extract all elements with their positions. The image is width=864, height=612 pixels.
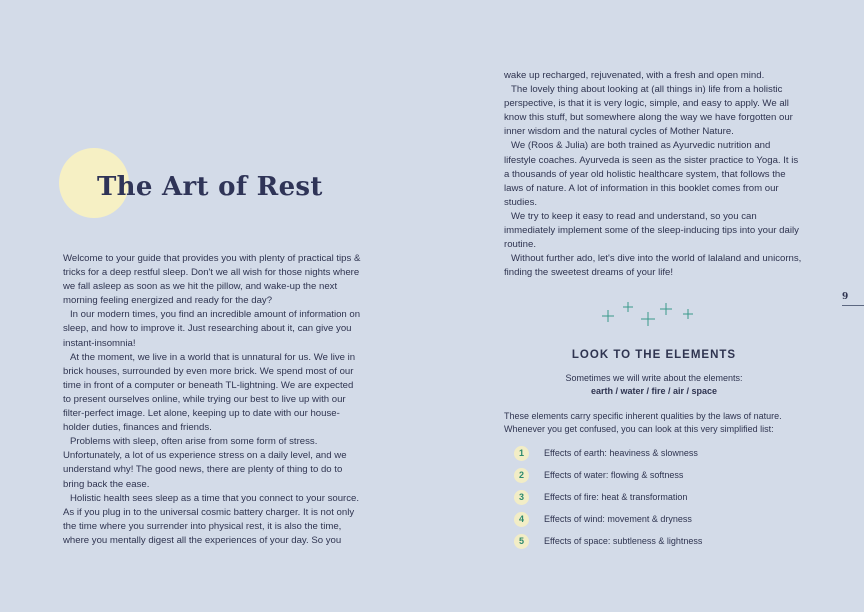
list-number-badge: 5 [514, 534, 529, 549]
list-item-text: Effects of fire: heat & transformation [544, 492, 688, 502]
list-item [514, 464, 804, 486]
elements-description: These elements carry specific inherent qualities by the laws of nature. Whenever you get confused, you can look at this very simplified list: [504, 411, 782, 434]
paragraph: Holistic health sees sleep as a time that you connect to your source. As if you plug in to the universal cosmic battery charger. It is not only the time where you surrender into physical rest, it is also the time, where you mentally digest all the experiences of your day. So you [63, 492, 360, 546]
paragraph: Problems with sleep, often arise from some form of stress. Unfortunately, a lot of us experience stress on a daily level, and we understand why! The good news, there are plenty of thing to do to bring back the ease. [63, 436, 347, 490]
list-item [514, 486, 804, 508]
list-number-badge: 2 [514, 468, 529, 483]
elements-inline-list: earth / water / fire / air / space [590, 386, 718, 396]
list-item-text: Effects of water: flowing & softness [544, 470, 684, 480]
paragraph: Welcome to your guide that provides you with plenty of practical tips & tricks for a deep restful sleep. Don't we all wish for those nights where we fall asleep as soon as we hit the pillow, and wake-up the next morning feeling energized and ready for the day? [63, 253, 361, 307]
list-item [514, 508, 804, 530]
left-body-text [63, 252, 363, 548]
paragraph: In our modern times, you find an incredible amount of information on sleep, and how to improve it. Just researching about it, can give you instant-insomnia! [63, 309, 361, 349]
paragraph: wake up recharged, rejuvenated, with a fresh and open mind. [504, 70, 765, 81]
elements-heading: LOOK TO THE ELEMENTS [571, 349, 737, 361]
page-title: The Art of Rest [97, 172, 323, 202]
list-item-text: Effects of earth: heaviness & slowness [544, 448, 698, 458]
paragraph: Without further ado, let's dive into the world of lalaland and unicorns, finding the sweetest dreams of your life! [504, 253, 802, 279]
paragraph: The lovely thing about looking at (all things in) life from a holistic perspective, is that it is very logic, simple, and easy to apply. We all know this stuff, but somewhere along the way we have forgotten our inner wisdom and the natural cycles of Mother Nature. [504, 84, 793, 138]
page-number-rule [842, 305, 864, 306]
paragraph: At the moment, we live in a world that is unnatural for us. We live in brick houses, surrounded by even more brick. We spend most of our time in front of a computer or beneath TL-lightning. We are expected to present ourselves online, while trying our best to live up with our filter-perfect image. Let alone, keeping up to date with our house-holder duties, finances and friends. [63, 351, 356, 434]
elements-list [514, 442, 804, 552]
right-body-text [504, 69, 804, 280]
sparkle-icon [598, 298, 698, 330]
list-number-badge: 4 [514, 512, 529, 527]
list-item [514, 530, 804, 552]
list-number-badge: 3 [514, 490, 529, 505]
elements-intro-text: Sometimes we will write about the elements: [565, 373, 743, 383]
paragraph: We (Roos & Julia) are both trained as Ayurvedic nutrition and lifestyle coaches. Ayurveda is seen as the sister practice to Yoga. It is a thousands of year old holistic healthcare system, that follows the laws of nature. A lot of information in this booklet comes from our studies. [504, 140, 799, 208]
elements-intro [504, 372, 804, 398]
list-item-text: Effects of wind: movement & dryness [544, 514, 692, 524]
page-number: 9 [842, 292, 849, 302]
list-item [514, 442, 804, 464]
paragraph: We try to keep it easy to read and understand, so you can immediately implement some of the sleep-inducing tips into your daily routine. [504, 210, 799, 251]
list-item-text: Effects of space: subtleness & lightness [544, 536, 703, 546]
list-number-badge: 1 [514, 446, 529, 461]
